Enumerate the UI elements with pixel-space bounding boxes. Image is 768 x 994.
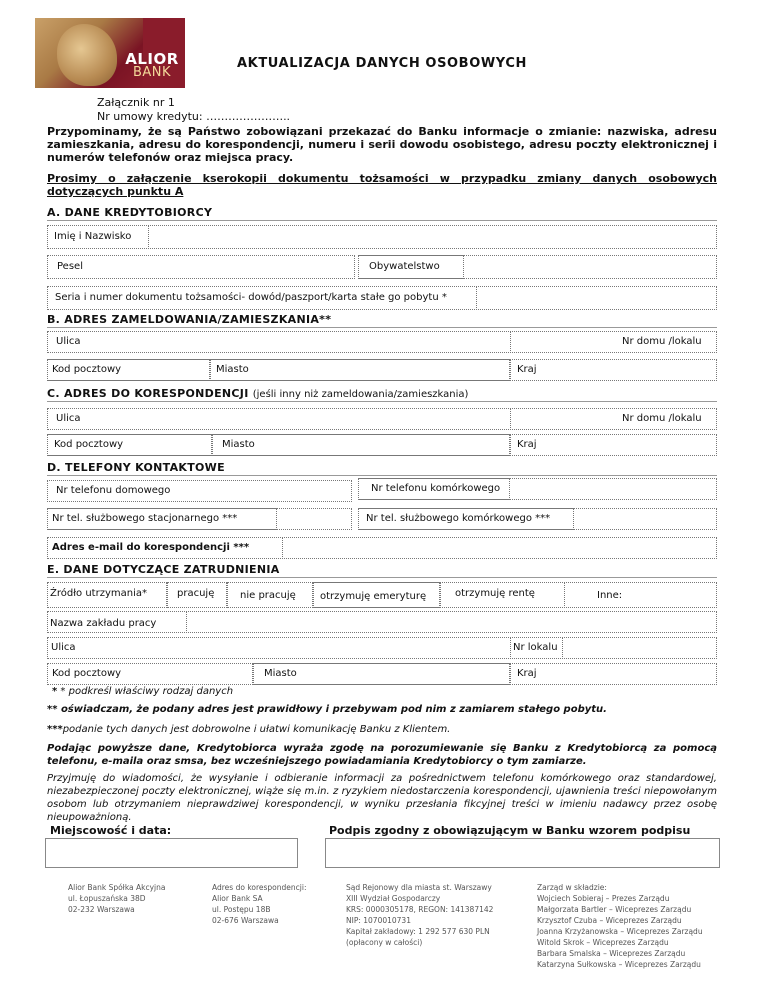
section-a-title: A. DANE KREDYTOBIORCY [47,206,717,221]
page-title: AKTUALIZACJA DANYCH OSOBOWYCH [237,56,527,71]
section-b-title: B. ADRES ZAMELDOWANIA/ZAMIESZKANIA** [47,313,717,328]
b-city-label: Miasto [216,364,249,375]
c-street-label: Ulica [56,413,81,424]
reminder-text: Przypominamy, że są Państwo zobowiązani przekazać do Banku informacje o zmianie: nazwiska, adresu zamieszkania, adresu do korespondencji, numeru i serii dowodu osobistego, adresu poczty elektronicznej i numerów telefonów oraz miejsca pracy. [47,125,717,164]
footer-col4-line: Witold Skrok – Wiceprezes Zarządu [537,938,669,947]
note-voluntary [47,723,717,736]
footer-col3-line: (opłacony w całości) [346,938,423,947]
option-pension-label: otrzymuję emeryturę [320,591,427,602]
e-street-field[interactable] [47,637,717,659]
footer-col4-line: Wojciech Sobieraj – Prezes Zarządu [537,894,670,903]
footer-col2 [212,882,306,926]
footer-col4-line: Krzysztof Czuba – Wiceprezes Zarządu [537,916,682,925]
footer-col1-line: 02-232 Warszawa [68,905,135,914]
note-underline-text: * podkreśl właściwy rodzaj danych [60,686,234,697]
b-country-label: Kraj [517,364,537,375]
citizenship-label: Obywatelstwo [369,261,440,272]
pesel-field[interactable] [47,255,355,279]
b-city-field[interactable] [210,359,510,381]
e-postcode-label: Kod pocztowy [52,668,122,679]
place-date-label: Miejscowość i data: [50,824,172,837]
consent-text: Podając powyższe dane, Kredytobiorca wyraża zgodę na porozumiewanie się Banku z Kredytobiorcą za pomocą telefonu, e-maila oraz smsa, bez wcześniejszego powiadamiania Kredytobiorcy o tym zamiarze. [47,743,717,767]
logo-text [123,52,181,80]
footer-col2-line: Adres do korespondencji: [212,883,307,892]
section-e-title: E. DANE DOTYCZĄCE ZATRUDNIENIA [47,563,717,578]
option-employed-label: pracuję [177,588,215,599]
footer-col4-line: Joanna Krzyżanowska – Wiceprezes Zarządu [537,927,703,936]
footer-col4-line: Barbara Smalska – Wiceprezes Zarządu [537,949,686,958]
footer-col1 [68,882,165,915]
b-country-field[interactable] [510,359,717,381]
note-voluntary-stars: *** [47,724,63,735]
footer-col4-line: Małgorzata Bartler – Wiceprezes Zarządu [537,905,692,914]
workplace-label: Nazwa zakładu pracy [50,618,157,629]
c-city-label: Miasto [222,439,255,450]
e-country-field[interactable] [510,663,717,685]
request-text: Prosimy o załączenie kserokopii dokumentu tożsamości w przypadku zmiany danych osobowych dotyczących punktu A [47,172,717,198]
section-c-title-text: C. ADRES DO KORESPONDENCJI [47,387,249,400]
mobile-phone-label: Nr telefonu komórkowego [371,483,501,494]
acknowledgement-text: Przyjmuję do wiadomości, że wysyłanie i odbieranie informacji za pośrednictwem telefonu komórkowego oraz standardowej, niezabezpieczonej poczty elektronicznej, wiąże się m.in. z ryzykiem niedostarczenia korespondencji, ujawnienia treści niepowołanym osobom lub otrzymaniem nieprawdziwej korespondencji, w wyniku przesłania fikcyjnej treści w imieniu nadawcy przez osobę nieupoważnioną. [47,773,717,823]
option-unemployed-label: nie pracuję [240,590,296,601]
e-city-label: Miasto [264,668,297,679]
footer-col3 [346,882,493,948]
logo-line1: ALIOR [125,50,179,68]
footer-col1-line: Alior Bank Spółka Akcyjna [68,883,166,892]
footer-col4-line: Zarząd w składzie: [537,883,607,892]
contract-number: Nr umowy kredytu: ………………….. [97,110,291,123]
b-house-label: Nr domu /lokalu [622,336,702,347]
footer-col2-line: 02-676 Warszawa [212,916,279,925]
alior-bank-logo [35,18,185,88]
work-landline-label: Nr tel. służbowego stacjonarnego *** [52,513,238,524]
footer-col3-line: XIII Wydział Gospodarczy [346,894,441,903]
footer-col4 [537,882,703,970]
signature-field[interactable] [325,838,720,868]
work-mobile-label: Nr tel. służbowego komórkowego *** [366,513,551,524]
b-postcode-label: Kod pocztowy [52,364,122,375]
e-country-label: Kraj [517,668,537,679]
option-disability-label: otrzymuję rentę [455,588,535,599]
option-other-label: Inne: [597,590,623,601]
pesel-label: Pesel [57,261,83,272]
c-house-label: Nr domu /lokalu [622,413,702,424]
footer-col3-line: Sąd Rejonowy dla miasta st. Warszawy [346,883,492,892]
section-c-note: (jeśli inny niż zameldowania/zamieszkania) [252,389,469,400]
note-voluntary-text: podanie tych danych jest dobrowolne i ułatwi komunikację Banku z Klientem. [62,724,451,735]
email-label: Adres e-mail do korespondencji *** [52,542,250,553]
home-phone-label: Nr telefonu domowego [56,485,171,496]
b-street-label: Ulica [56,336,81,347]
place-date-field[interactable] [45,838,298,868]
name-label: Imię i Nazwisko [54,231,132,242]
footer-col3-line: Kapitał zakładowy: 1 292 577 630 PLN [346,927,490,936]
footer-col1-line: ul. Łopuszańska 38D [68,894,146,903]
income-source-label: Źródło utrzymania* [50,588,147,599]
footer-col3-line: NIP: 1070010731 [346,916,411,925]
document-label: Seria i numer dokumentu tożsamości- dowód/paszport/karta stałe go pobytu * [55,292,447,303]
c-country-field[interactable] [510,434,717,456]
e-unit-label: Nr lokalu [513,642,558,653]
c-postcode-label: Kod pocztowy [54,439,124,450]
e-street-label: Ulica [51,642,76,653]
footer-col4-line: Katarzyna Sułkowska – Wiceprezes Zarządu [537,960,701,969]
note-underline: * * podkreśl właściwy rodzaj danych [52,686,234,697]
section-c-title [47,387,717,402]
c-city-field[interactable] [212,434,510,456]
footer-col3-line: KRS: 0000305178, REGON: 141387142 [346,905,494,914]
signature-label: Podpis zgodny z obowiązującym w Banku wzorem podpisu [329,824,691,837]
c-country-label: Kraj [517,439,537,450]
annex-label: Załącznik nr 1 [97,96,175,109]
note-address-declaration: ** oświadczam, że podany adres jest prawidłowy i przebywam pod nim z zamiarem stałego pobytu. [47,704,607,715]
footer-col2-line: ul. Postępu 18B [212,905,271,914]
section-d-title: D. TELEFONY KONTAKTOWE [47,461,717,476]
footer-col2-line: Alior Bank SA [212,894,263,903]
logo-line2: BANK [132,65,172,80]
